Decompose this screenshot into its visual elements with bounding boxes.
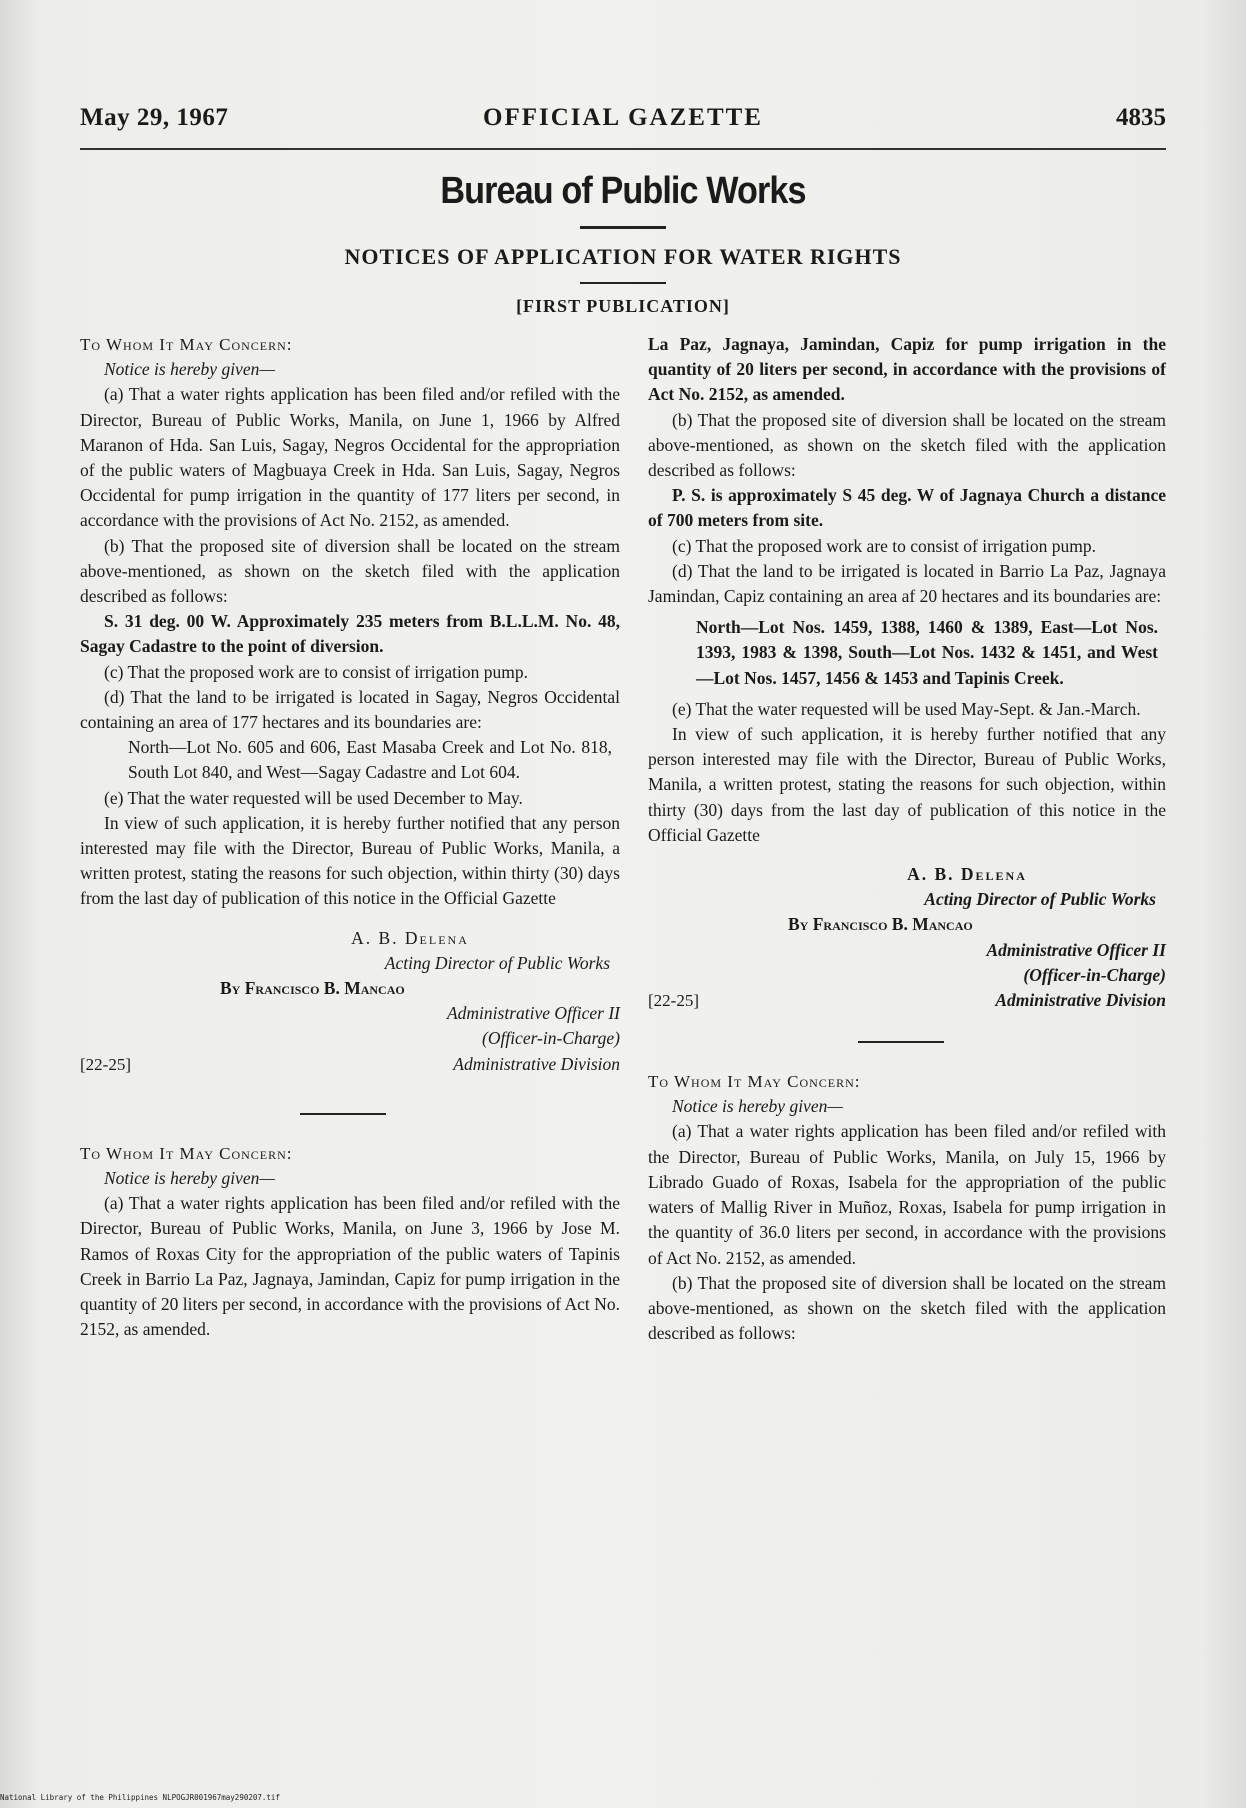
notice-divider-right	[858, 1041, 944, 1043]
issue-date: May 29, 1967	[80, 104, 229, 131]
publication-note: [FIRST PUBLICATION]	[516, 296, 730, 316]
notice1-para-c: (c) That the proposed work are to consist of irrigation pump.	[104, 661, 528, 682]
notice1-salutation: To Whom It May Concern:	[80, 335, 293, 354]
notice1-signer: A. B. Delena	[351, 927, 469, 948]
title-divider	[580, 226, 666, 229]
notice2-para-a-start: (a) That a water rights application has been filed and/or refiled with the Director, Bureau of Public Works, Manila, on June 3, 1966 by Jose M. Ramos of Roxas City for the appropriation of the public waters of Tapinis Creek in Barrio La Paz, Jagnaya, Jamindan, Capiz for pump irrigation in the quantity of 20 liters per second, in accordance with the provisions of Act No. 2152, as amended.	[80, 1193, 620, 1340]
notice1-given: Notice is hereby given—	[104, 359, 275, 380]
notice1-para-e: (e) That the water requested will be used December to May.	[104, 787, 523, 808]
notice1-division: Administrative Division	[453, 1053, 620, 1074]
notice2-by: By Francisco B. Mancao	[788, 914, 973, 935]
header-rule	[80, 148, 1166, 150]
notice2-para-e: (e) That the water requested will be used May-Sept. & Jan.-March.	[672, 698, 1141, 719]
notice3-salutation: To Whom It May Concern:	[648, 1072, 861, 1092]
scan-footer: National Library of the Philippines NLPOGJR001967may290207.tif	[0, 1793, 280, 1802]
notice1-site: S. 31 deg. 00 W. Approximately 235 meters from B.L.L.M. No. 48, Sagay Cadastre to the point of diversion.	[80, 611, 620, 657]
notice2-officer-title: Administrative Officer II	[986, 939, 1166, 960]
notice1-protest: In view of such application, it is hereby further notified that any person interested may file with the Director, Bureau of Public Works, Manila, a written protest, stating the reasons for such objection, within thirty (30) days from the last day of publication of this notice in the Official Gazette	[80, 812, 620, 909]
notice2-pub-number: [22-25]	[648, 991, 699, 1011]
notice1-signature	[80, 926, 620, 1077]
notice3-para-a: (a) That a water rights application has been filed and/or refiled with the Director, Bureau of Public Works, Manila, on July 15, 1966 by Librado Guado of Roxas, Isabela for the appropriation of the public waters of Mallig River in Muñoz, Roxas, Isabela for pump irrigation in the quantity of 36.0 liters per second, in accordance with the provisions of Act No. 2152, as amended.	[648, 1121, 1166, 1268]
notice1-boundaries: North—Lot No. 605 and 606, East Masaba Creek and Lot No. 818, South Lot 840, and West—Sagay Cadastre and Lot 604.	[128, 737, 612, 783]
notice2-para-c: (c) That the proposed work are to consist of irrigation pump.	[672, 535, 1096, 556]
notice1-para-b: (b) That the proposed site of diversion shall be located on the stream above-mentioned, as shown on the sketch filed with the application described as follows:	[80, 535, 620, 607]
notice1-pub-number: [22-25]	[80, 1054, 131, 1074]
notice2-para-b: (b) That the proposed site of diversion shall be located on the stream above-mentioned, as shown on the sketch filed with the application described as follows:	[648, 409, 1166, 481]
notice2-officer-charge: (Officer-in-Charge)	[1023, 964, 1166, 985]
notice2-signer: A. B. Delena	[907, 864, 1027, 885]
notice2-para-a-cont: La Paz, Jagnaya, Jamindan, Capiz for pump irrigation in the quantity of 20 liters per second, in accordance with the provisions of Act No. 2152, as amended.	[648, 334, 1166, 405]
page-header	[80, 104, 1166, 144]
notice1-signer-title: Acting Director of Public Works	[384, 952, 610, 973]
section-title: Bureau of Public Works	[440, 170, 806, 212]
notice1-officer-title: Administrative Officer II	[446, 1003, 620, 1024]
notice2-division: Administrative Division	[995, 990, 1166, 1011]
notices-subtitle: NOTICES OF APPLICATION FOR WATER RIGHTS	[344, 244, 902, 269]
notice2-para-d: (d) That the land to be irrigated is located in Barrio La Paz, Jagnaya Jamindan, Capiz containing an area af 20 hectares and its boundaries are:	[648, 560, 1166, 607]
notice3-para-b: (b) That the proposed site of diversion shall be located on the stream above-mentioned, as shown on the sketch filed with the application described as follows:	[648, 1272, 1166, 1344]
notice2-protest: In view of such application, it is hereby further notified that any person interested may file with the Director, Bureau of Public Works, Manila, a written protest, stating the reasons for such objection, within thirty (30) days from the last day of publication of this notice in the Official Gazette	[648, 724, 1166, 845]
notice3-given: Notice is hereby given—	[672, 1096, 843, 1117]
notice1-para-d: (d) That the land to be irrigated is located in Sagay, Negros Occidental containing an area of 177 hectares and its boundaries are:	[80, 686, 620, 733]
notice2-site: P. S. is approximately S 45 deg. W of Jagnaya Church a distance of 700 meters from site.	[648, 485, 1166, 531]
notice1-para-a: (a) That a water rights application has been filed and/or refiled with the Director, Bureau of Public Works, Manila, on June 1, 1966 by Alfred Maranon of Hda. San Luis, Sagay, Negros Occidental for the appropriation of the public waters of Magbuaya Creek in Hda. San Luis, Sagay, Negros Occidental for pump irrigation in the quantity of 177 liters per second, in accordance with the provisions of Act No. 2152, as amended.	[80, 384, 620, 531]
notice2-signer-title: Acting Director of Public Works	[924, 889, 1156, 910]
notice2-salutation: To Whom It May Concern:	[80, 1143, 293, 1163]
right-column	[648, 332, 1166, 1346]
left-column	[80, 332, 620, 1340]
notice2-signature	[648, 862, 1166, 1013]
notice2-boundaries: North—Lot Nos. 1459, 1388, 1460 & 1389, East—Lot Nos. 1393, 1983 & 1398, South—Lot Nos. 1432 & 1451, and West—Lot Nos. 1457, 1456 & 1453 and Tapinis Creek.	[696, 617, 1158, 688]
page-number: 4835	[1116, 104, 1166, 131]
notice1-by: By Francisco B. Mancao	[220, 978, 405, 999]
notice1-officer-charge: (Officer-in-Charge)	[482, 1028, 620, 1049]
subtitle-divider	[580, 282, 666, 284]
publication-title: OFFICIAL GAZETTE	[483, 104, 763, 131]
notice-divider-left	[300, 1113, 386, 1115]
notice2-given: Notice is hereby given—	[104, 1167, 275, 1188]
